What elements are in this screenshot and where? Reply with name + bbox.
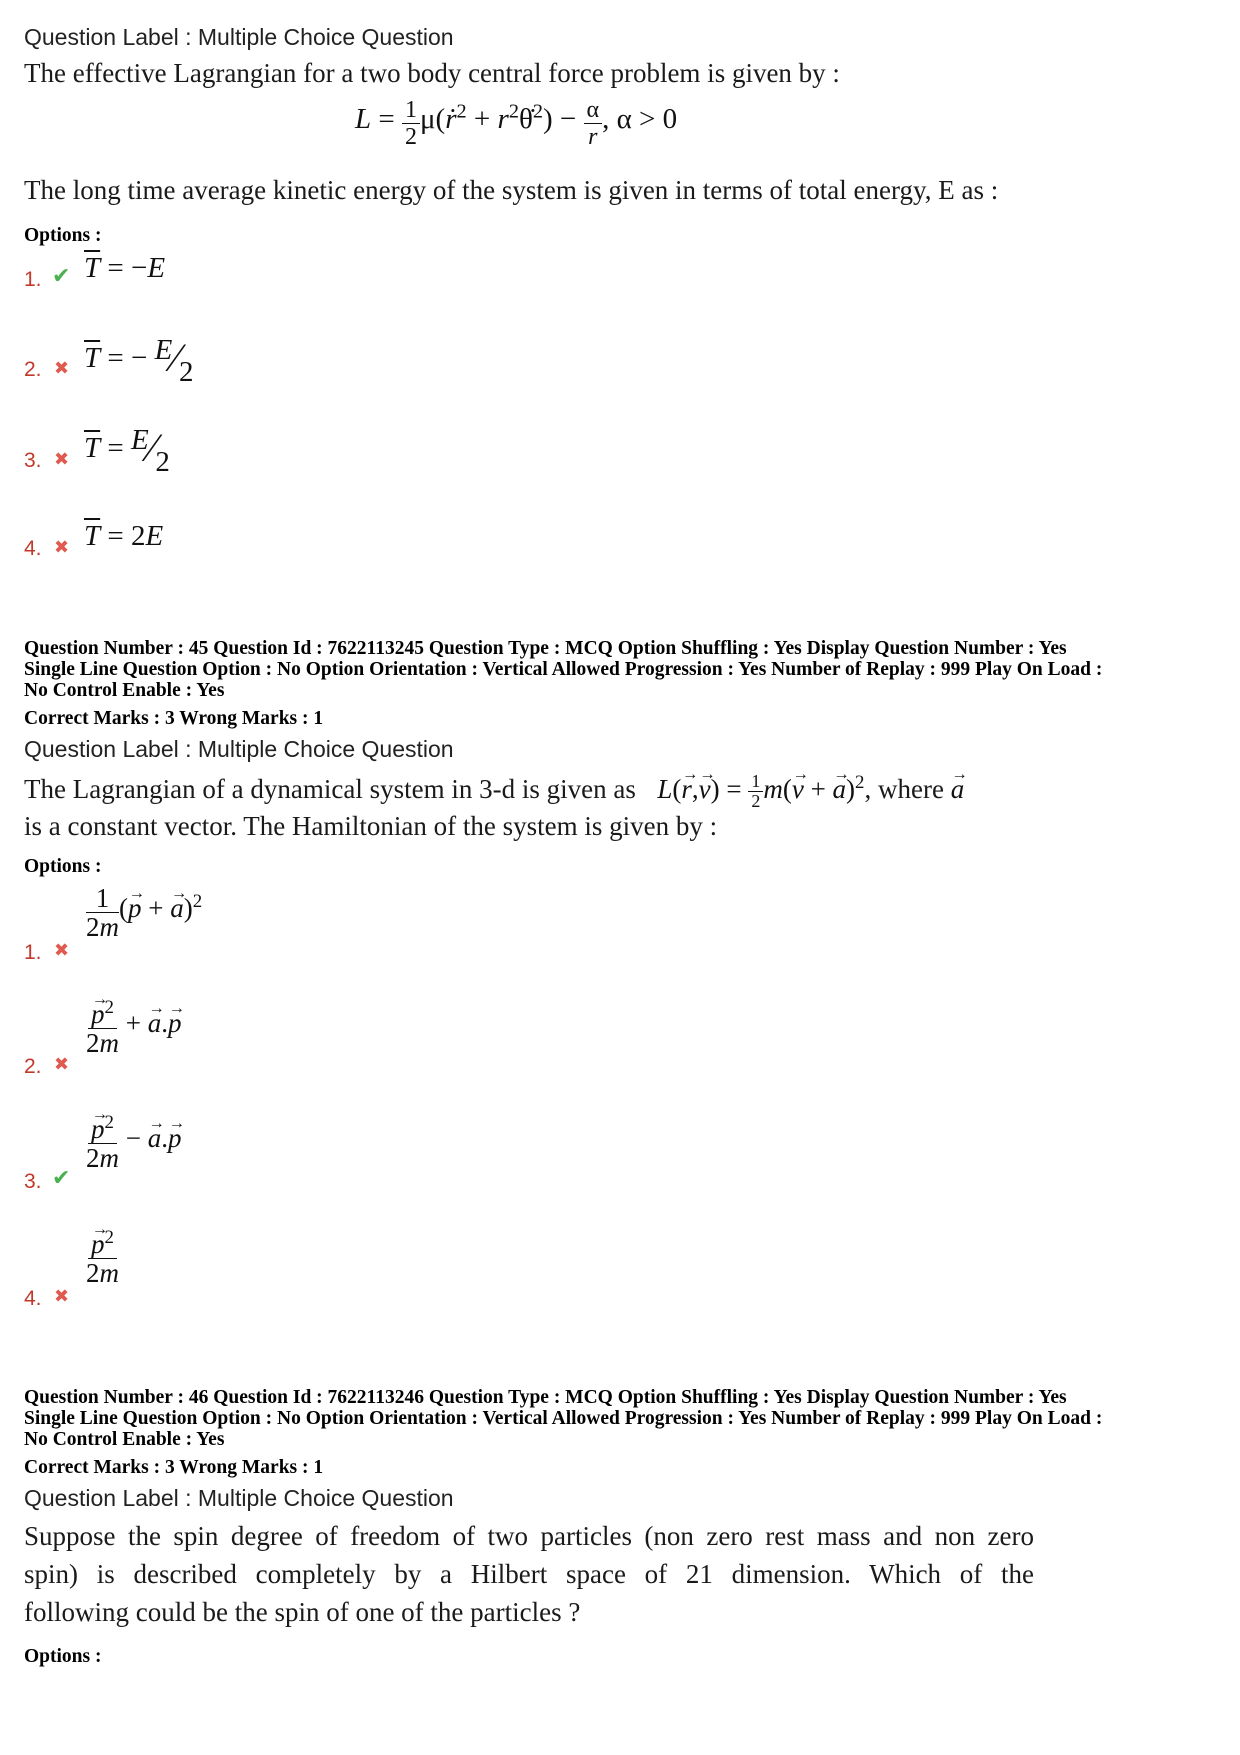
q45-option-4[interactable] [24, 1287, 42, 1311]
wrong-cross-icon: ✖ [54, 537, 70, 558]
q45-meta-line-2: Single Line Question Option : No Option Orientation : Vertical Allowed Progression : Yes Number of Replay : 999 Play On Load : [24, 659, 1103, 680]
wrong-cross-icon: ✖ [54, 1054, 70, 1075]
correct-check-icon: ✔ [52, 1166, 71, 1191]
option-number: 3. [24, 1170, 42, 1193]
option-number: 4. [24, 1287, 42, 1310]
q45-option-1[interactable] [24, 941, 42, 965]
q44-option-4[interactable] [24, 537, 42, 561]
q44-option-2[interactable] [24, 358, 42, 382]
correct-check-icon: ✔ [52, 264, 71, 289]
q45-stem-text-a: The Lagrangian of a dynamical system in 3-d is given as [24, 774, 636, 805]
q45-stem-line-2: is a constant vector. The Hamiltonian of the system is given by : [24, 811, 718, 841]
q45-stem-line-1 [24, 772, 964, 812]
q44-option-1-formula: $\overline{T} = -E$ [84, 252, 166, 284]
q44-option-4-formula: $\overline{T} = 2E$ [84, 520, 164, 552]
q46-stem-line-3: following could be the spin of one of the particles ? [24, 1597, 581, 1627]
wrong-cross-icon: ✖ [54, 449, 70, 470]
q45-option-3[interactable] [24, 1170, 42, 1194]
q46-stem-line-2: spin) is described completely by a Hilbert space of 21 dimension. Which of the [24, 1559, 1034, 1589]
wrong-cross-icon: ✖ [54, 358, 70, 379]
q44-option-3[interactable] [24, 449, 42, 473]
option-number: 1. [24, 268, 42, 291]
q45-question-label: Question Label : Multiple Choice Question [24, 736, 454, 762]
q44-lagrangian-equation: L = $\frac{1}{2}$ μ(ṙ$^2$ + $r^2\thetȧ^2$) − $\frac{\alpha}{r}$ , α > 0 [355, 97, 678, 151]
q44-option-1[interactable] [24, 268, 42, 292]
q44-question-label: Question Label : Multiple Choice Question [24, 24, 454, 50]
q45-meta-line-3: No Control Enable : Yes [24, 680, 225, 701]
q45-option-1-formula: $\frac{1}{2m}$ (→ p + → a)$^2$ [86, 884, 202, 943]
q45-option-3-formula: → $\frac{p^2}{2m}$ − → a.→ p [86, 1113, 181, 1174]
q45-stem-text-b: , where [864, 774, 944, 805]
q45-option-2[interactable] [24, 1055, 42, 1079]
q45-marks: Correct Marks : 3 Wrong Marks : 1 [24, 708, 324, 729]
q45-lagrangian-equation: L(→ r,→ v) = $\frac{1}{2}$ m(→ v + → a)$^2$ [657, 774, 864, 804]
option-number: 3. [24, 449, 42, 472]
q45-options-label: Options : [24, 856, 102, 877]
option-number: 1. [24, 941, 42, 964]
q46-meta-line-3: No Control Enable : Yes [24, 1429, 225, 1450]
option-number: 4. [24, 537, 42, 560]
q45-vector-a: → a [951, 774, 965, 805]
q46-meta-line-2: Single Line Question Option : No Option Orientation : Vertical Allowed Progression : Yes Number of Replay : 999 Play On Load : [24, 1408, 1103, 1429]
q45-option-4-formula: → $\frac{p^2}{2m}$ [86, 1228, 119, 1289]
option-number: 2. [24, 1055, 42, 1078]
q46-options-label: Options : [24, 1646, 102, 1667]
q46-question-label: Question Label : Multiple Choice Question [24, 1485, 454, 1511]
q46-marks: Correct Marks : 3 Wrong Marks : 1 [24, 1457, 324, 1478]
q45-meta-line-1: Question Number : 45 Question Id : 7622113245 Question Type : MCQ Option Shuffling : Yes Display Question Number : Yes [24, 638, 1067, 659]
q44-options-label: Options : [24, 225, 102, 246]
q45-option-2-formula: → $\frac{p^2}{2m}$ + → a.→ p [86, 998, 181, 1059]
wrong-cross-icon: ✖ [54, 1286, 70, 1307]
q44-option-2-formula: $\overline{T}$ = − E⁄2 [84, 334, 194, 388]
q44-option-3-formula: $\overline{T}$ = E⁄2 [84, 424, 170, 478]
q44-stem-line-2: The long time average kinetic energy of the system is given in terms of total energy, E as : [24, 175, 999, 205]
option-number: 2. [24, 358, 42, 381]
wrong-cross-icon: ✖ [54, 940, 70, 961]
q46-stem-line-1: Suppose the spin degree of freedom of two particles (non zero rest mass and non zero [24, 1521, 1034, 1551]
q46-meta-line-1: Question Number : 46 Question Id : 7622113246 Question Type : MCQ Option Shuffling : Yes Display Question Number : Yes [24, 1387, 1067, 1408]
q44-stem-line-1: The effective Lagrangian for a two body central force problem is given by : [24, 58, 840, 88]
